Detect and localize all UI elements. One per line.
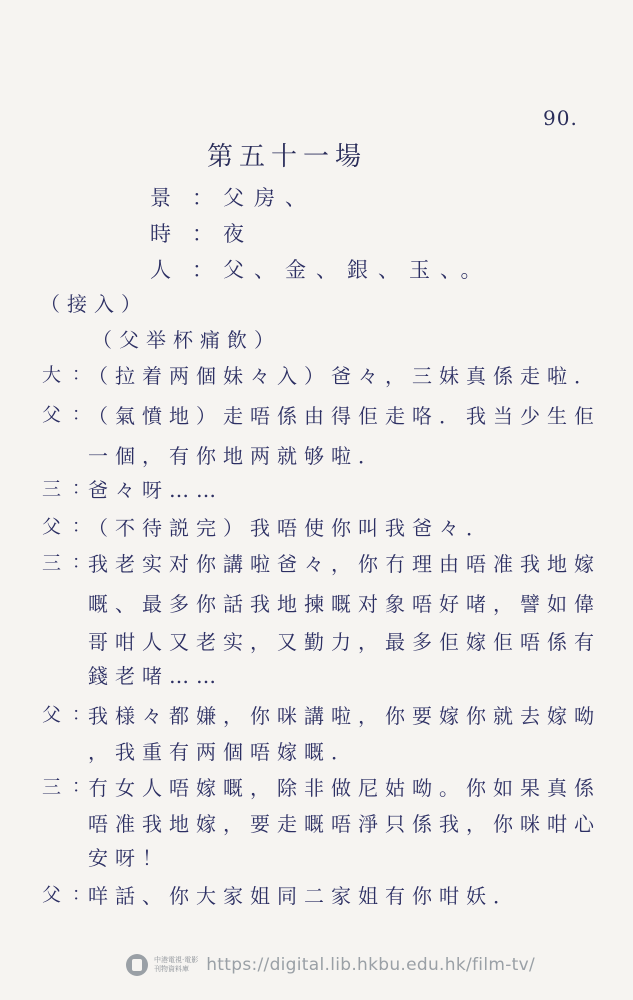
dialogue-line: ，我重有两個唔嫁嘅． <box>88 740 358 764</box>
speaker-colon: ： <box>72 516 90 537</box>
library-logo-icon <box>126 954 148 976</box>
dialogue-line: （氣憤地）走唔係由得佢走咯．我当少生佢 <box>88 404 601 428</box>
dialogue-line: 冇女人唔嫁嘅，除非做尼姑呦。你如果真係 <box>88 776 601 800</box>
page-number: 90. <box>543 106 578 130</box>
setting-sep: ： <box>192 222 223 246</box>
watermark-org-line2: 刊物資料庫 <box>154 965 189 973</box>
setting-place <box>150 182 316 212</box>
speaker-colon: ： <box>72 364 90 385</box>
speaker-label: 父 <box>42 704 62 726</box>
setting-time <box>150 218 254 248</box>
watermark-url: https://digital.lib.hkbu.edu.hk/film-tv/ <box>206 955 535 975</box>
speaker-colon: ： <box>72 776 90 797</box>
scene-title: 第五十一場 <box>207 142 368 172</box>
speaker-colon: ： <box>72 404 90 425</box>
dialogue-line: （拉着两個妹々入）爸々，三妹真係走啦． <box>88 364 601 388</box>
speaker-colon: ： <box>72 704 90 725</box>
speaker-label: 父 <box>42 516 62 538</box>
dialogue-line: 嘅、最多你話我地揀嘅对象唔好啫，譬如偉 <box>88 592 601 616</box>
dialogue-line: 一個，有你地两就够啦． <box>88 444 385 468</box>
setting-characters <box>150 254 492 284</box>
setting-value: 父房、 <box>223 186 316 210</box>
setting-value: 父、金、銀、玉、。 <box>223 258 492 282</box>
dialogue-line: 我様々都嫌，你咪講啦，你要嫁你就去嫁呦 <box>88 704 601 728</box>
watermark-org-line1: 中港電視‧電影 <box>154 956 199 964</box>
setting-key: 時 <box>150 222 171 246</box>
dialogue-line: 咩話、你大家姐同二家姐有你咁妖． <box>88 884 520 908</box>
dialogue-line: 安呀！ <box>88 846 169 870</box>
speaker-label: 三 <box>42 776 62 798</box>
stage-direction-action: （父举杯痛飲） <box>92 328 281 352</box>
dialogue-line: 我老实对你講啦爸々，你冇理由唔准我地嫁 <box>88 552 601 576</box>
speaker-colon: ： <box>72 552 90 573</box>
speaker-label: 三 <box>42 552 62 574</box>
speaker-colon: ： <box>72 478 90 499</box>
speaker-colon: ： <box>72 884 90 905</box>
dialogue-line: 唔准我地嫁，要走嘅唔淨只係我，你咪咁心 <box>88 812 601 836</box>
setting-value: 夜 <box>223 222 254 246</box>
speaker-label: 父 <box>42 884 62 906</box>
dialogue-line: 哥咁人又老实，又勤力，最多佢嫁佢唔係有 <box>88 630 601 654</box>
watermark-org <box>154 956 198 974</box>
speaker-label: 三 <box>42 478 62 500</box>
setting-sep: ： <box>192 258 223 282</box>
setting-key: 人 <box>150 258 171 282</box>
speaker-label: 父 <box>42 404 62 426</box>
stage-direction-enter: （接入） <box>40 292 148 316</box>
setting-key: 景 <box>150 186 171 210</box>
watermark <box>126 950 535 980</box>
dialogue-line: 爸々呀…… <box>88 478 223 502</box>
dialogue-line: 錢老啫…… <box>88 664 223 688</box>
speaker-label: 大 <box>42 364 62 386</box>
dialogue-line: （不待説完）我唔使你叫我爸々． <box>88 516 493 540</box>
setting-sep: ： <box>192 186 223 210</box>
